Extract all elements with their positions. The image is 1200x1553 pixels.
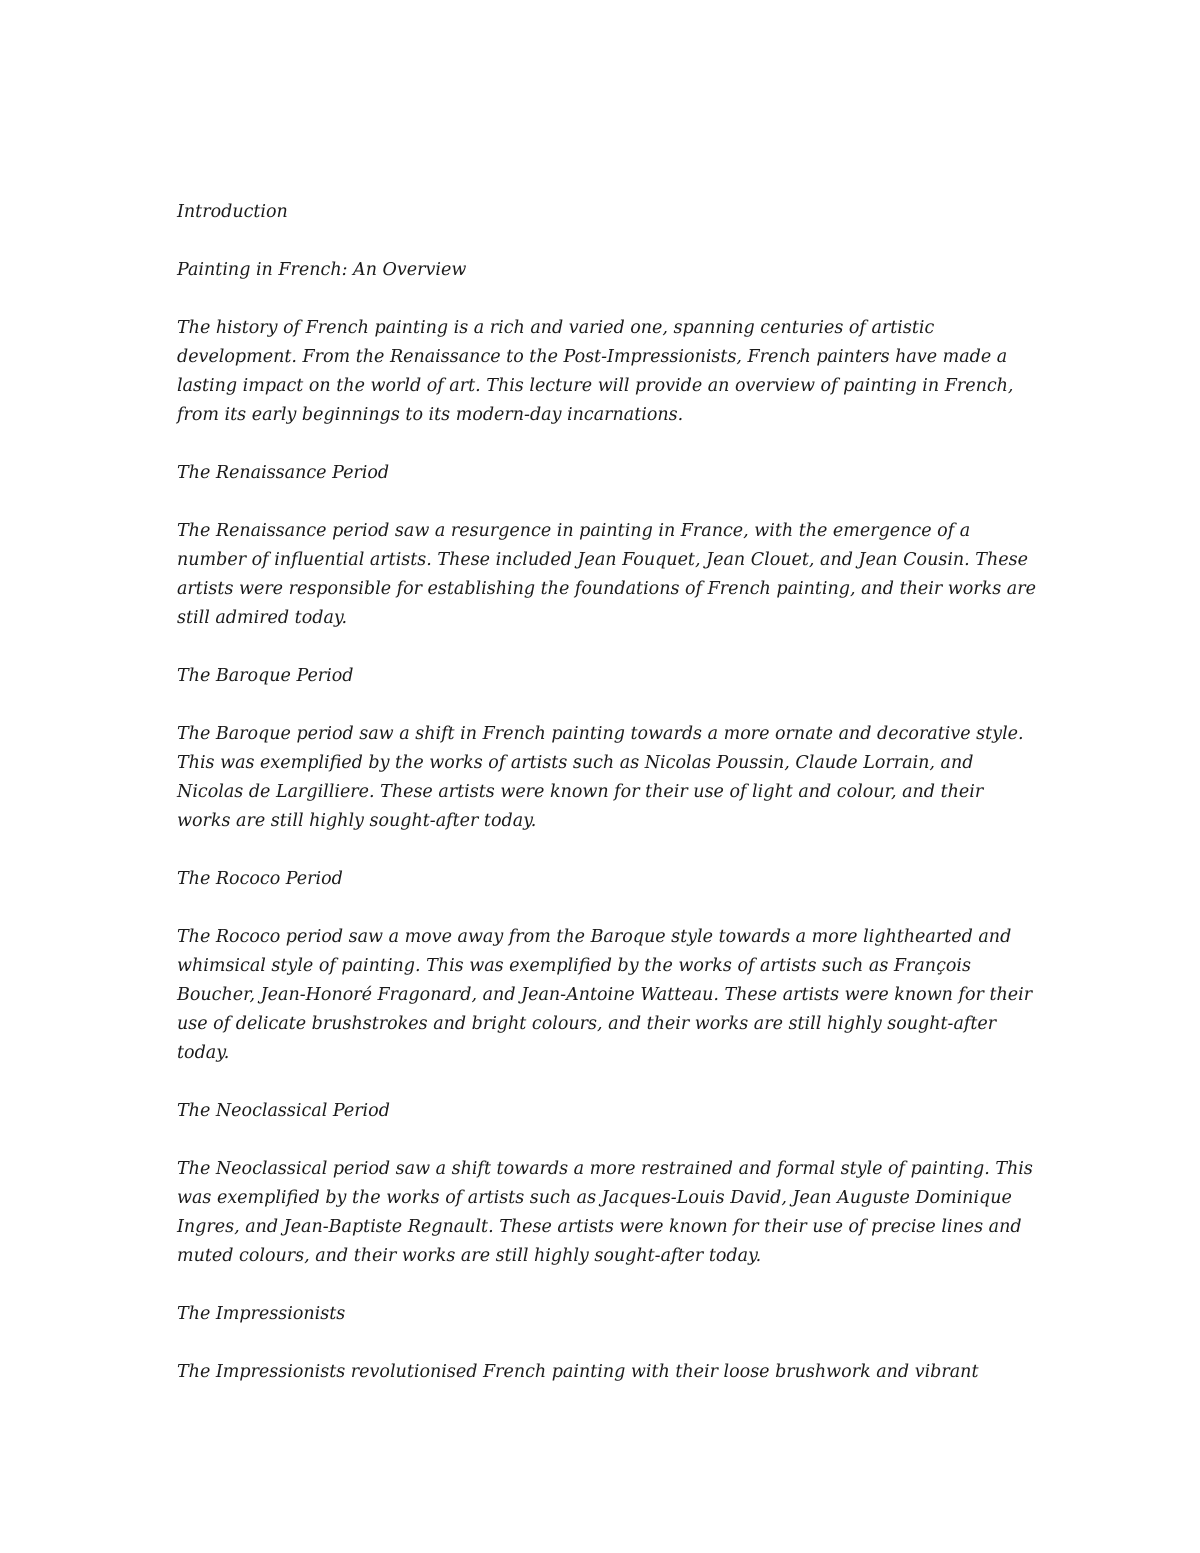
renaissance-paragraph: The Renaissance period saw a resurgence in painting in France, with the emergence of a number of influential artists. These included Jean Fouquet, Jean Clouet, and Jean Cousin. These artists were responsible for establishing the foundations of French painting, and their works are still admired today. (177, 521, 1036, 628)
neoclassical-heading: The Neoclassical Period (177, 1101, 390, 1121)
document-body (177, 198, 1037, 1416)
neoclassical-paragraph: The Neoclassical period saw a shift towards a more restrained and formal style of painting. This was exemplified by the works of artists such as Jacques-Louis David, Jean Auguste Dominique Ingres, and Jean-Baptiste Regnault. These artists were known for their use of precise lines and muted colours, and their works are still highly sought-after today. (177, 1159, 1033, 1266)
impressionists-paragraph: The Impressionists revolutionised French painting with their loose brushwork and vibrant (177, 1362, 979, 1382)
intro-heading: Introduction (177, 202, 288, 222)
rococo-heading: The Rococo Period (177, 869, 343, 889)
impressionists-heading: The Impressionists (177, 1304, 346, 1324)
baroque-paragraph: The Baroque period saw a shift in French painting towards a more ornate and decorative style. This was exemplified by the works of artists such as Nicolas Poussin, Claude Lorrain, and Nicolas de Largilliere. These artists were known for their use of light and colour, and their works are still highly sought-after today. (177, 724, 1024, 831)
overview-paragraph: The history of French painting is a rich and varied one, spanning centuries of artistic development. From the Renaissance to the Post-Impressionists, French painters have made a lasting impact on the world of art. This lecture will provide an overview of painting in French, from its early beginnings to its modern-day incarnations. (177, 318, 1014, 425)
overview-heading: Painting in French: An Overview (177, 260, 467, 280)
renaissance-heading: The Renaissance Period (177, 463, 390, 483)
rococo-paragraph: The Rococo period saw a move away from the Baroque style towards a more lighthearted and whimsical style of painting. This was exemplified by the works of artists such as François Boucher, Jean-Honoré Fragonard, and Jean-Antoine Watteau. These artists were known for their use of delicate brushstrokes and bright colours, and their works are still highly sought-after today. (177, 927, 1033, 1063)
baroque-heading: The Baroque Period (177, 666, 354, 686)
